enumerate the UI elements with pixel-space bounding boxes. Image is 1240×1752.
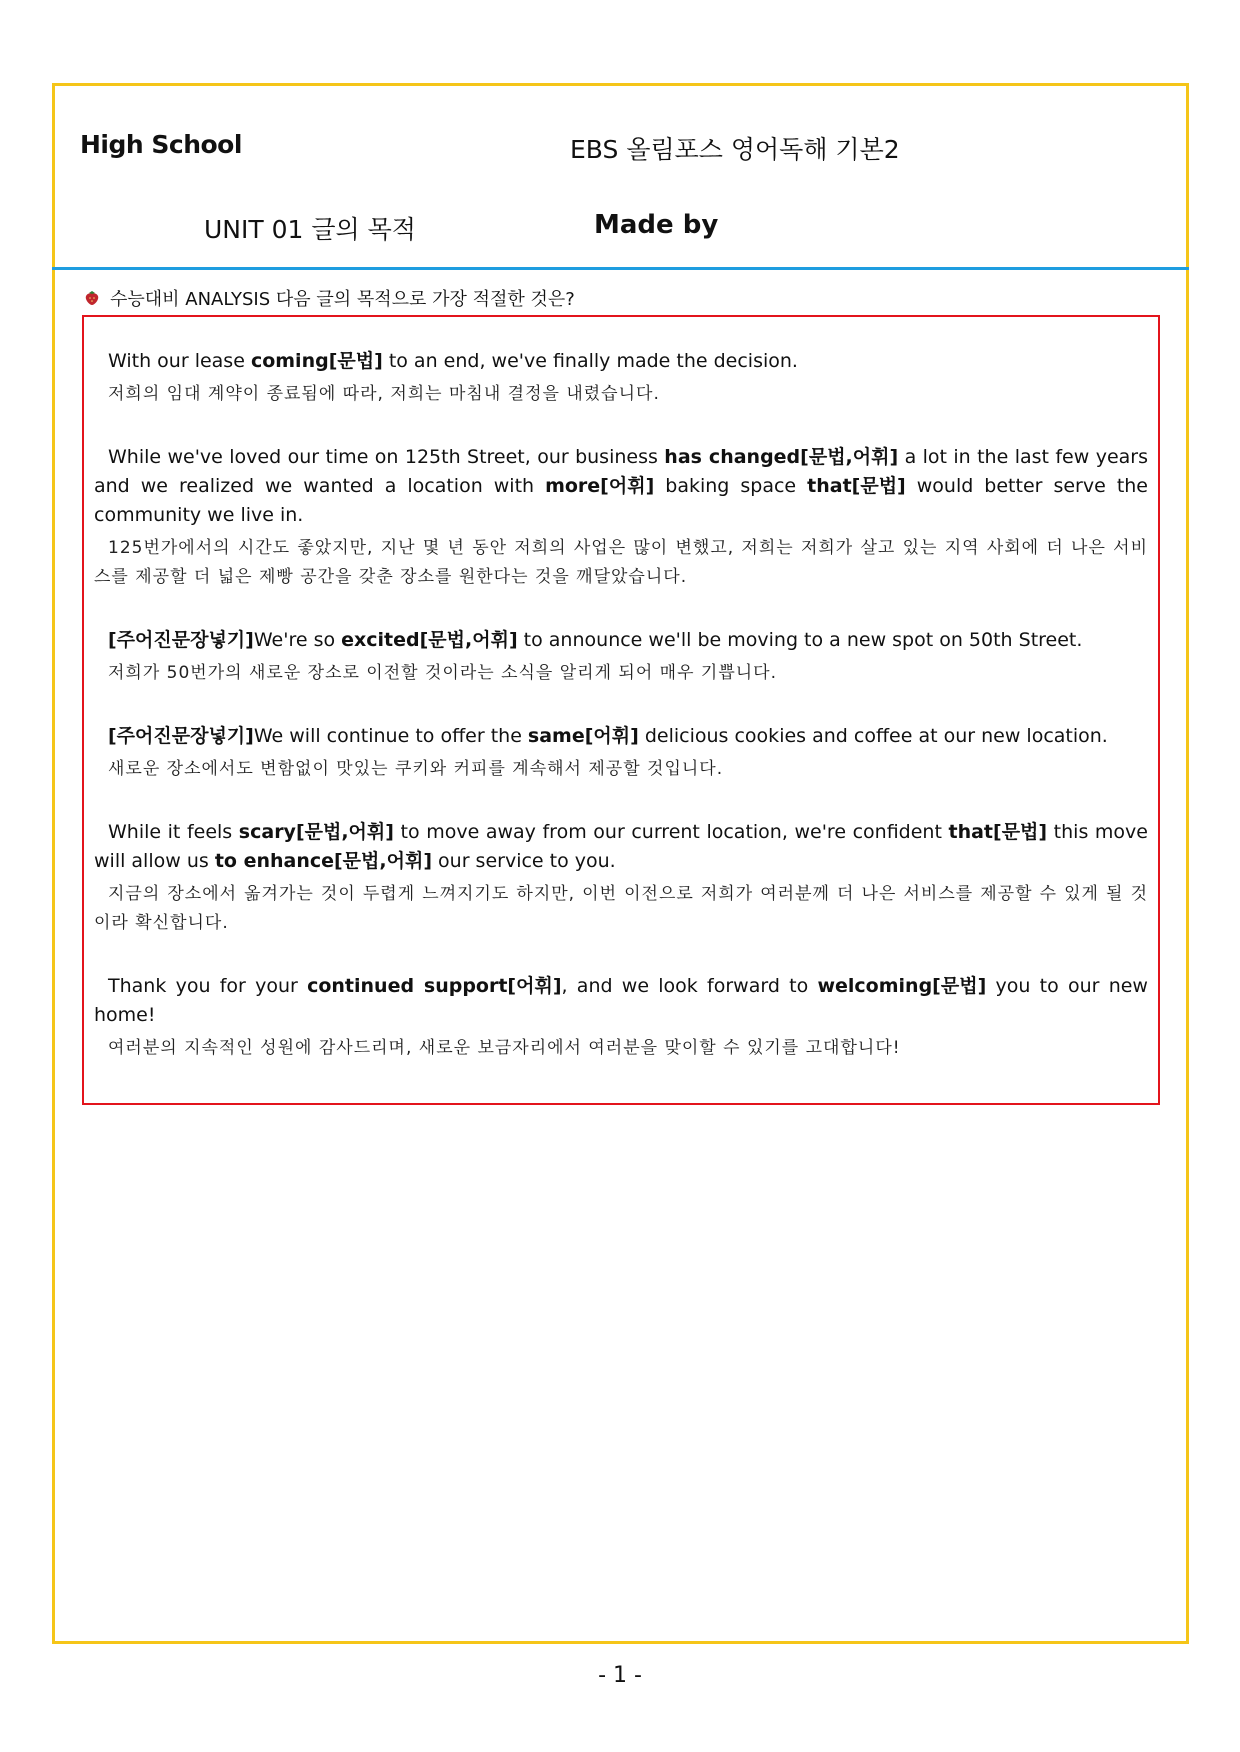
english-sentence — [94, 347, 1148, 376]
passage-box — [82, 315, 1160, 1105]
keyword-highlight: coming[문법] — [250, 350, 383, 372]
sentence-text: this move will allow us — [94, 821, 1148, 872]
header-divider — [52, 267, 1189, 270]
paragraph — [94, 443, 1148, 592]
school-label: High School — [80, 130, 242, 159]
sentence-text: , and we look forward to — [561, 975, 818, 997]
keyword-highlight: continued support[어휘] — [307, 975, 562, 997]
korean-translation: 여러분의 지속적인 성원에 감사드리며, 새로운 보금자리에서 여러분을 맞이할 수 있기를 고대합니다! — [108, 1038, 901, 1058]
keyword-highlight: same[어휘] — [527, 725, 639, 747]
sentence-text: We're so — [253, 629, 342, 651]
sentence-text: delicious cookies and coffee at our new location. — [638, 725, 1108, 747]
made-by-label: Made by — [594, 210, 719, 240]
keyword-highlight: scary[문법,어휘] — [238, 821, 394, 843]
sentence-text: our service to you. — [432, 850, 616, 872]
english-sentence — [94, 972, 1148, 1030]
section-heading — [84, 285, 575, 311]
korean-translation: 새로운 장소에서도 변함없이 맛있는 쿠키와 커피를 계속해서 제공할 것입니다. — [108, 759, 724, 779]
paragraph — [94, 722, 1148, 784]
keyword-highlight: [주어진문장넣기] — [108, 629, 254, 651]
english-sentence — [94, 818, 1148, 876]
sentence-text: Thank you for your — [108, 975, 308, 997]
korean-translation: 125번가에서의 시간도 좋았지만, 지난 몇 년 동안 저희의 사업은 많이 변했고, 저희는 저희가 살고 있는 지역 사회에 더 나은 서비스를 제공할 더 넓은 제빵 공간을 갖춘 장소를 원한다는 것을 깨달았습니다. — [94, 538, 1148, 587]
passage — [94, 347, 1148, 1063]
korean-translation: 저희의 임대 계약이 종료됨에 따라, 저희는 마침내 결정을 내렸습니다. — [108, 384, 660, 404]
keyword-highlight: welcoming[문법] — [817, 975, 987, 997]
keyword-highlight: to enhance[문법,어휘] — [214, 850, 432, 872]
sentence-text: While it feels — [108, 821, 239, 843]
sentence-text: We will continue to offer the — [253, 725, 528, 747]
english-sentence — [94, 626, 1148, 655]
korean-translation: 저희가 50번가의 새로운 장소로 이전할 것이라는 소식을 알리게 되어 매우 기쁩니다. — [108, 663, 777, 683]
paragraph — [94, 347, 1148, 409]
section-title: 수능대비 ANALYSIS 다음 글의 목적으로 가장 적절한 것은? — [110, 289, 575, 310]
book-title: EBS 올림포스 영어독해 기본2 — [570, 135, 900, 164]
paragraph — [94, 818, 1148, 938]
sentence-text: to an end, we've finally made the decision. — [382, 350, 798, 372]
strawberry-icon — [84, 290, 100, 306]
page-number: - 1 - — [598, 1663, 642, 1688]
sentence-text: With our lease — [108, 350, 251, 372]
keyword-highlight: [주어진문장넣기] — [108, 725, 254, 747]
paragraph — [94, 972, 1148, 1063]
sentence-text: you to our new home! — [94, 975, 1148, 1026]
korean-translation: 지금의 장소에서 옮겨가는 것이 두렵게 느껴지기도 하지만, 이번 이전으로 저희가 여러분께 더 나은 서비스를 제공할 수 있게 될 것이라 확신합니다. — [94, 884, 1148, 933]
english-sentence — [94, 443, 1148, 530]
sentence-text: While we've loved our time on 125th Street, our business — [108, 446, 665, 468]
sentence-text: to move away from our current location, we're confident — [393, 821, 949, 843]
keyword-highlight: more[어휘] — [545, 475, 655, 497]
keyword-highlight: that[문법] — [807, 475, 906, 497]
sentence-text: to announce we'll be moving to a new spot on 50th Street. — [517, 629, 1083, 651]
english-sentence — [94, 722, 1148, 751]
keyword-highlight: excited[문법,어휘] — [341, 629, 518, 651]
keyword-highlight: that[문법] — [948, 821, 1048, 843]
unit-title: UNIT 01 글의 목적 — [204, 215, 416, 244]
keyword-highlight: has changed[문법,어휘] — [664, 446, 899, 468]
paragraph — [94, 626, 1148, 688]
sentence-text: would better serve the community we live in. — [94, 475, 1148, 526]
sentence-text: a lot in the last few years and we realized we wanted a location with — [94, 446, 1148, 497]
sentence-text: baking space — [654, 475, 808, 497]
